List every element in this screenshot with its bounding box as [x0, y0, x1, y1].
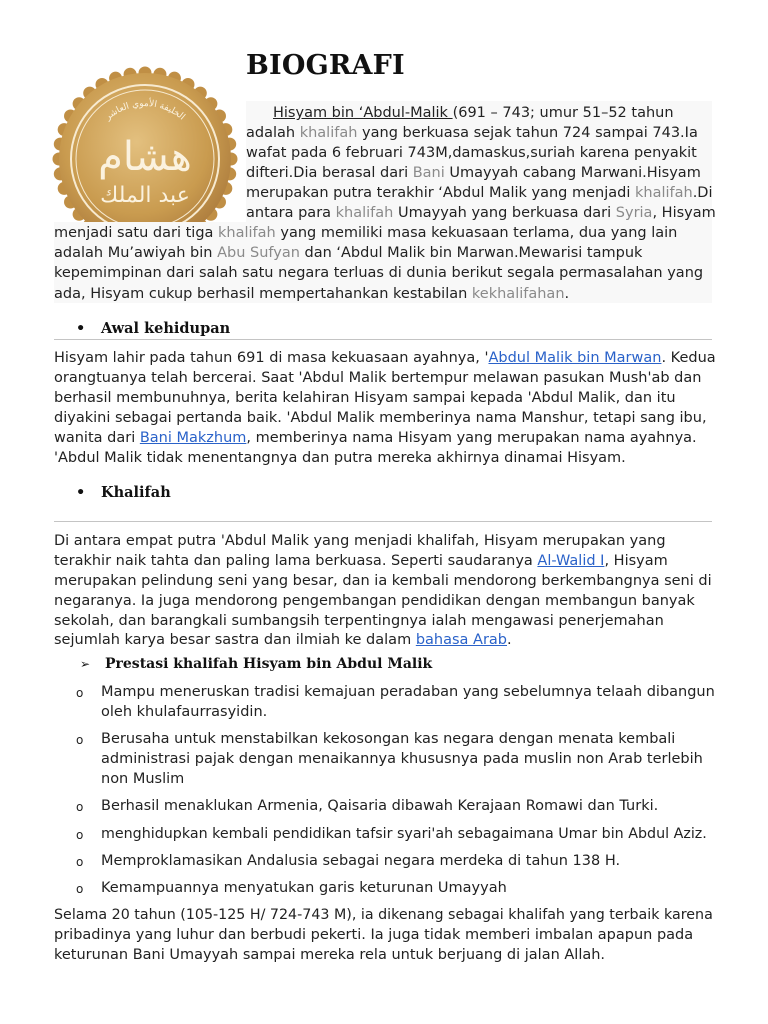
awal-line-5: wanita dari Bani Makzhum, memberinya nama Hisyam yang merupakan nama ayahnya.: [54, 430, 697, 446]
closing-line-3: keturunan Bani Umayyah sampai mereka rela untuk berjuang di jalan Allah.: [54, 947, 606, 963]
al-walid-link[interactable]: Al-Walid I: [537, 553, 605, 569]
intro-line-4: difteri.Dia berasal dari Bani Umayyah cabang Marwani.Hisyam: [246, 165, 701, 181]
intro-line-10: ada, Hisyam cukup berhasil mempertahankan kestabilan kekhalifahan.: [54, 286, 570, 302]
bahasa-arab-link[interactable]: bahasa Arab: [415, 632, 507, 648]
syria-link[interactable]: Syria: [615, 205, 653, 221]
intro-line-2: adalah khalifah yang berkuasa sejak tahun 724 sampai 743.Ia: [246, 125, 698, 141]
khalifah-line-2: terakhir naik tahta dan paling lama berkuasa. Seperti saudaranya Al-Walid I, Hisyam: [54, 553, 668, 569]
prestasi-item-1-line-2: oleh khulafaurrasyidin.: [101, 704, 268, 720]
circle-bullet-icon: o: [76, 733, 84, 747]
prestasi-item-2-line-1: Berusaha untuk menstabilkan kekosongan kas negara dengan menata kembali: [101, 731, 676, 747]
circle-bullet-icon: o: [76, 828, 84, 842]
intro-subject: Hisyam bin ‘Abdul-Malik: [273, 105, 453, 121]
intro-line-3: wafat pada 6 februari 743M,damaskus,suriah karena penyakit: [246, 145, 697, 161]
bullet-icon: •: [76, 321, 86, 337]
awal-line-3: berhasil membunuhnya, berita kelahiran Hisyam sampai kepada 'Abdul Malik, dan itu: [54, 390, 676, 406]
kekhalifahan-link[interactable]: kekhalifahan: [471, 286, 565, 302]
arrow-bullet-icon: ➢: [80, 657, 91, 671]
khalifah-link[interactable]: khalifah: [299, 125, 358, 141]
khalifah-link[interactable]: khalifah: [634, 185, 693, 201]
section-heading-awal-kehidupan: • Awal kehidupan: [76, 320, 231, 337]
closing-line-2: pribadinya yang luhur dan berbudi pekerti. Ia juga tidak memberi imbalan apapun pada: [54, 927, 694, 943]
seal-top-text: الخليفة الأموي العاشر: [103, 99, 187, 123]
awal-line-4: diyakini sebagai pertanda baik. 'Abdul Malik memberinya nama Manshur, tetapi sang ibu,: [54, 410, 707, 426]
section-divider: [54, 521, 712, 522]
abdul-malik-link[interactable]: Abdul Malik bin Marwan: [488, 350, 662, 366]
intro-line-7: menjadi satu dari tiga khalifah yang memiliki masa kekuasaan terlama, dua yang lain: [54, 225, 678, 241]
page-title: BIOGRAFI: [246, 50, 405, 81]
section-divider: [54, 339, 712, 340]
prestasi-item-2-line-2: administrasi pajak dengan menaikannya khususnya pada muslin non Arab terlebih: [101, 751, 703, 767]
awal-line-2: orangtuanya telah bercerai. Saat 'Abdul Malik bertempur melawan pasukan Mush'ab dan: [54, 370, 702, 386]
prestasi-item-4: menghidupkan kembali pendidikan tafsir syari'ah sebagaimana Umar bin Abdul Aziz.: [101, 826, 707, 842]
prestasi-item-1-line-1: Mampu meneruskan tradisi kemajuan peradaban yang sebelumnya telaah dibangun: [101, 684, 715, 700]
circle-bullet-icon: o: [76, 855, 84, 869]
section-heading-khalifah: • Khalifah: [76, 484, 171, 501]
khalifah-line-6: sejumlah karya besar sastra dan ilmiah ke dalam bahasa Arab.: [54, 632, 512, 648]
intro-line-6: antara para khalifah Umayyah yang berkuasa dari Syria, Hisyam: [246, 205, 716, 221]
khalifah-line-3: merupakan pelindung seni yang besar, dan ia kembali mendorong berkembangnya seni di: [54, 573, 712, 589]
khalifah-line-5: sekolah, dan barangkali sumbangsih terpentingnya ialah mengawasi penerjemahan: [54, 613, 664, 629]
prestasi-item-5: Memproklamasikan Andalusia sebagai negara merdeka di tahun 138 H.: [101, 853, 621, 869]
khalifah-link[interactable]: khalifah: [218, 225, 276, 241]
awal-line-6: 'Abdul Malik tidak menentangnya dan putra mereka akhirnya dinamai Hisyam.: [54, 450, 626, 466]
circle-bullet-icon: o: [76, 882, 84, 896]
prestasi-heading: ➢ Prestasi khalifah Hisyam bin Abdul Malik: [80, 656, 433, 672]
prestasi-item-2-line-3: non Muslim: [101, 771, 185, 787]
khalifah-link[interactable]: khalifah: [335, 205, 394, 221]
khalifah-line-1: Di antara empat putra 'Abdul Malik yang menjadi khalifah, Hisyam merupakan yang: [54, 533, 666, 549]
intro-line-9: kepemimpinan dari salah satu negara terluas di dunia berikut segala permasalahan yang: [54, 265, 704, 281]
prestasi-item-3: Berhasil menaklukan Armenia, Qaisaria dibawah Kerajaan Romawi dan Turki.: [101, 798, 659, 814]
seal-sub-text: عبد الملك: [100, 183, 190, 208]
abu-sufyan-link[interactable]: Abu Sufyan: [217, 245, 300, 261]
circle-bullet-icon: o: [76, 686, 84, 700]
awal-line-1: Hisyam lahir pada tahun 691 di masa kekuasaan ayahnya, 'Abdul Malik bin Marwan. Kedua: [54, 350, 716, 366]
intro-line-1: Hisyam bin ‘Abdul-Malik (691 – 743; umur 51–52 tahun: [273, 105, 674, 121]
intro-line-5: merupakan putra terakhir ‘Abdul Malik yang menjadi khalifah.Di: [246, 185, 713, 201]
seal-name-text: هشام: [98, 134, 192, 180]
circle-bullet-icon: o: [76, 800, 84, 814]
bullet-icon: •: [76, 485, 86, 501]
prestasi-item-6: Kemampuannya menyatukan garis keturunan Umayyah: [101, 880, 507, 896]
closing-line-1: Selama 20 tahun (105-125 H/ 724-743 M), ia dikenang sebagai khalifah yang terbaik karena: [54, 907, 713, 923]
khalifah-line-4: negaranya. Ia juga mendorong pengembangan pendidikan dengan membangun banyak: [54, 593, 695, 609]
intro-line-8: adalah Mu’awiyah bin Abu Sufyan dan ‘Abdul Malik bin Marwan.Mewarisi tampuk: [54, 245, 643, 261]
bani-link[interactable]: Bani: [412, 165, 445, 181]
bani-makzhum-link[interactable]: Bani Makzhum: [139, 430, 247, 446]
